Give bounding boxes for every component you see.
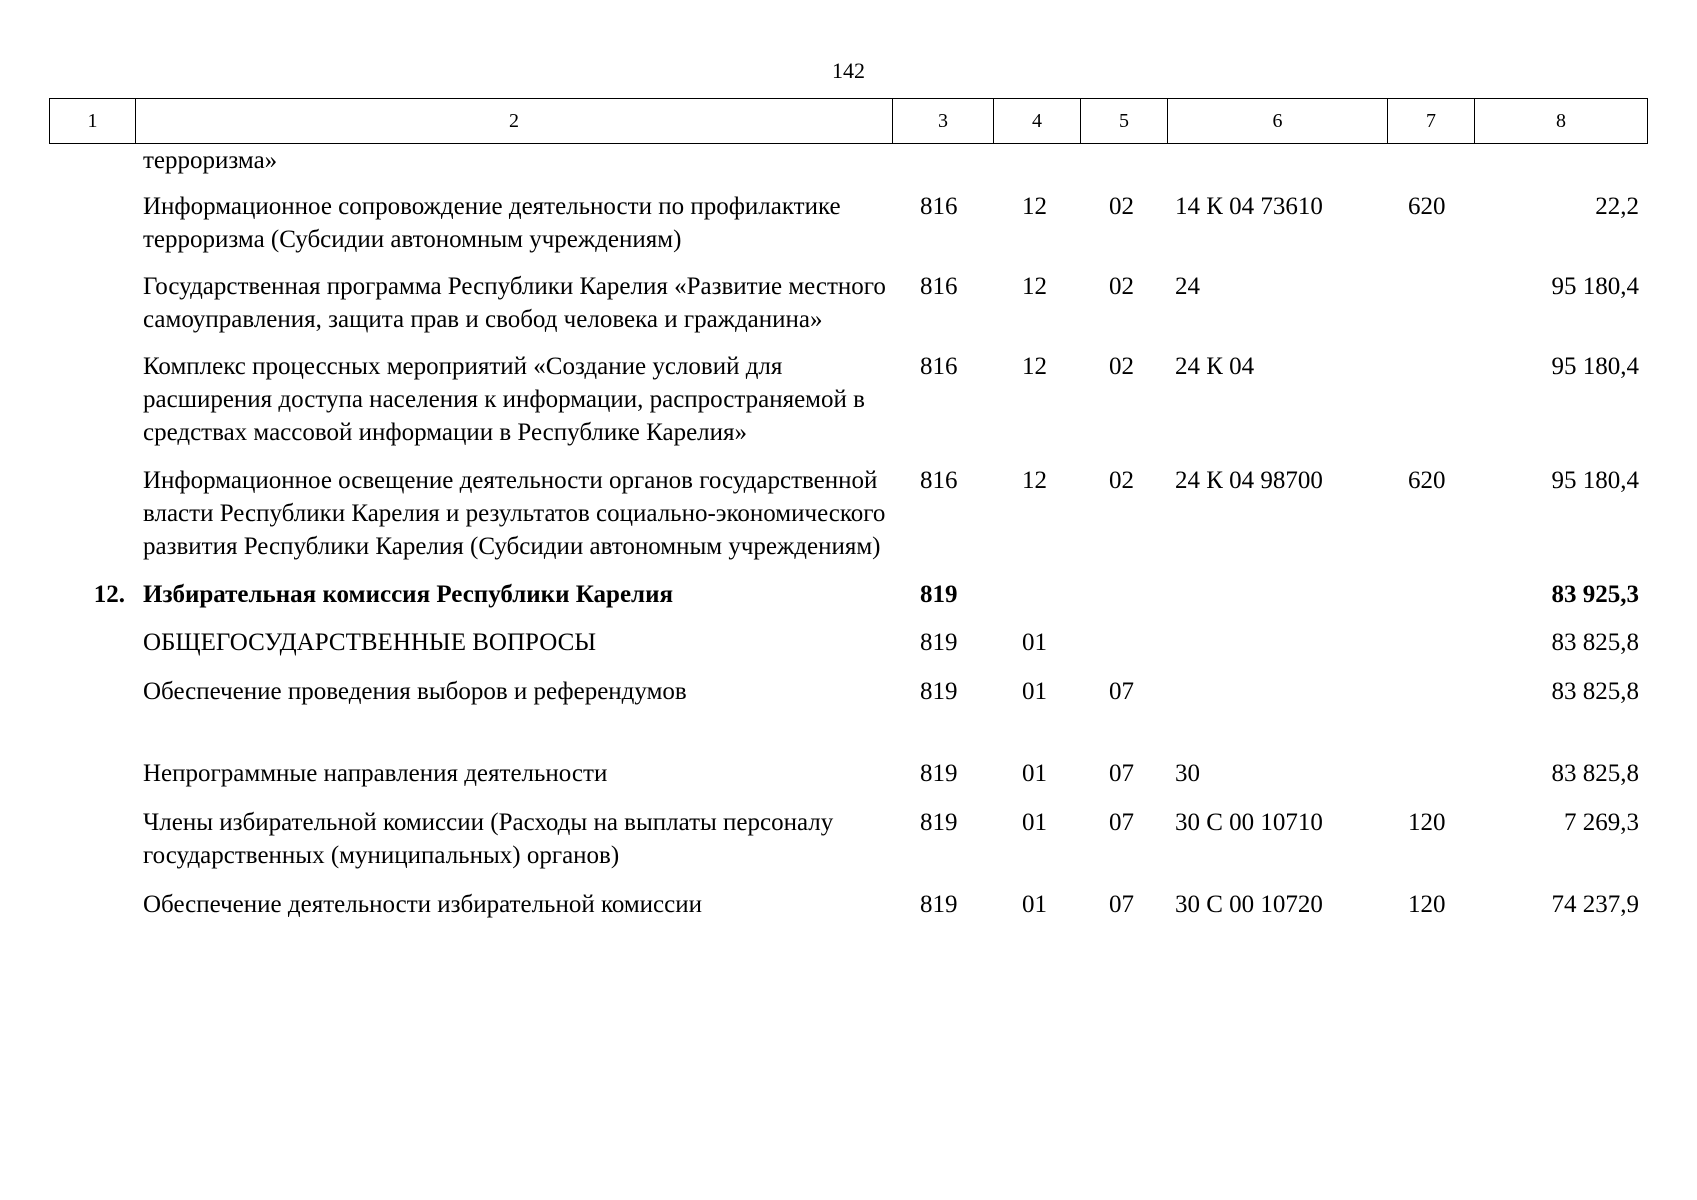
column-header-1: 1 [50, 99, 136, 144]
row-code-col5: 02 [1109, 273, 1134, 300]
row-amount: 95 180,4 [1551, 273, 1639, 300]
row-code-col4: 12 [1022, 467, 1047, 494]
row-code-col5: 02 [1109, 193, 1134, 220]
table-row [49, 144, 1647, 177]
row-code-col7: 120 [1408, 809, 1446, 836]
row-name: ОБЩЕГОСУДАРСТВЕННЫЕ ВОПРОСЫ [143, 629, 597, 656]
row-name: терроризма» [143, 147, 278, 174]
row-code-col6: 24 К 04 98700 [1175, 467, 1323, 494]
column-header-2: 2 [136, 99, 893, 144]
table-row [49, 626, 1647, 659]
row-code-col4: 01 [1022, 760, 1047, 787]
row-code-col6: 30 [1175, 760, 1200, 787]
section-number: 12. [93, 581, 125, 608]
row-code-col5: 07 [1109, 760, 1134, 787]
row-code-col4: 01 [1022, 809, 1047, 836]
row-amount: 83 825,8 [1551, 760, 1639, 787]
row-code-col6: 14 К 04 73610 [1175, 193, 1323, 220]
row-amount: 7 269,3 [1564, 809, 1639, 836]
row-code-col5: 02 [1109, 353, 1134, 380]
row-name: Комплекс процессных мероприятий «Создание условий для расширения доступа населения к информации, распространяемой в средствах массовой информации в Республике Карелия» [143, 353, 865, 446]
row-code-col6: 30 С 00 10720 [1175, 891, 1323, 918]
column-header-3: 3 [893, 99, 994, 144]
row-code-col3: 819 [920, 891, 958, 918]
row-code-col3: 819 [920, 809, 958, 836]
row-code-col4: 01 [1022, 891, 1047, 918]
row-code-col3: 819 [920, 629, 958, 656]
row-code-col5: 07 [1109, 678, 1134, 705]
table-row [49, 190, 1647, 256]
table-row [49, 270, 1647, 336]
table-row [49, 888, 1647, 921]
row-code-col5: 07 [1109, 891, 1134, 918]
row-name: Обеспечение проведения выборов и референдумов [143, 678, 687, 705]
row-code-col7: 620 [1408, 193, 1446, 220]
row-code-col6: 24 [1175, 273, 1200, 300]
row-code-col7: 120 [1408, 891, 1446, 918]
section-amount: 83 925,3 [1551, 581, 1639, 608]
row-name: Непрограммные направления деятельности [143, 760, 608, 787]
row-code-col4: 12 [1022, 273, 1047, 300]
row-amount: 83 825,8 [1551, 678, 1639, 705]
table-row [49, 350, 1647, 449]
row-code-col3: 819 [920, 581, 958, 608]
table-row [49, 464, 1647, 563]
column-header-5: 5 [1081, 99, 1168, 144]
row-name: Члены избирательной комиссии (Расходы на выплаты персоналу государственных (муниципальных) органов) [143, 809, 834, 869]
page-number: 142 [832, 58, 865, 83]
table-row-section [49, 578, 1647, 611]
table-row [49, 675, 1647, 708]
row-name: Информационное освещение деятельности органов государственной власти Республики Карелия и результатов социально-экономического развития Республики Карелия (Субсидии автономным учреждениям) [143, 467, 886, 560]
column-header-4: 4 [994, 99, 1081, 144]
row-amount: 95 180,4 [1551, 467, 1639, 494]
section-name: Избирательная комиссия Республики Карелия [143, 581, 673, 608]
row-code-col5: 02 [1109, 467, 1134, 494]
row-name: Обеспечение деятельности избирательной комиссии [143, 891, 703, 918]
row-code-col3: 816 [920, 193, 958, 220]
column-header-8: 8 [1475, 99, 1648, 144]
row-name: Государственная программа Республики Карелия «Развитие местного самоуправления, защита прав и свобод человека и гражданина» [143, 273, 886, 333]
row-code-col4: 01 [1022, 678, 1047, 705]
row-code-col3: 816 [920, 353, 958, 380]
row-amount: 74 237,9 [1551, 891, 1639, 918]
row-amount: 22,2 [1595, 193, 1639, 220]
column-header-row [50, 99, 1648, 144]
column-header-6: 6 [1168, 99, 1388, 144]
row-code-col4: 12 [1022, 353, 1047, 380]
column-header-7: 7 [1388, 99, 1475, 144]
table-row [49, 806, 1647, 872]
row-code-col3: 816 [920, 467, 958, 494]
row-code-col6: 30 С 00 10710 [1175, 809, 1323, 836]
table-body [49, 144, 1647, 921]
row-code-col3: 819 [920, 760, 958, 787]
row-code-col4: 01 [1022, 629, 1047, 656]
table-row [49, 757, 1647, 790]
row-code-col3: 819 [920, 678, 958, 705]
row-code-col7: 620 [1408, 467, 1446, 494]
row-amount: 95 180,4 [1551, 353, 1639, 380]
column-header-table [49, 98, 1648, 144]
row-code-col4: 12 [1022, 193, 1047, 220]
row-name: Информационное сопровождение деятельности по профилактике терроризма (Субсидии автономным учреждениям) [143, 193, 841, 253]
row-code-col6: 24 К 04 [1175, 353, 1255, 380]
row-code-col3: 816 [920, 273, 958, 300]
row-code-col5: 07 [1109, 809, 1134, 836]
row-amount: 83 825,8 [1551, 629, 1639, 656]
